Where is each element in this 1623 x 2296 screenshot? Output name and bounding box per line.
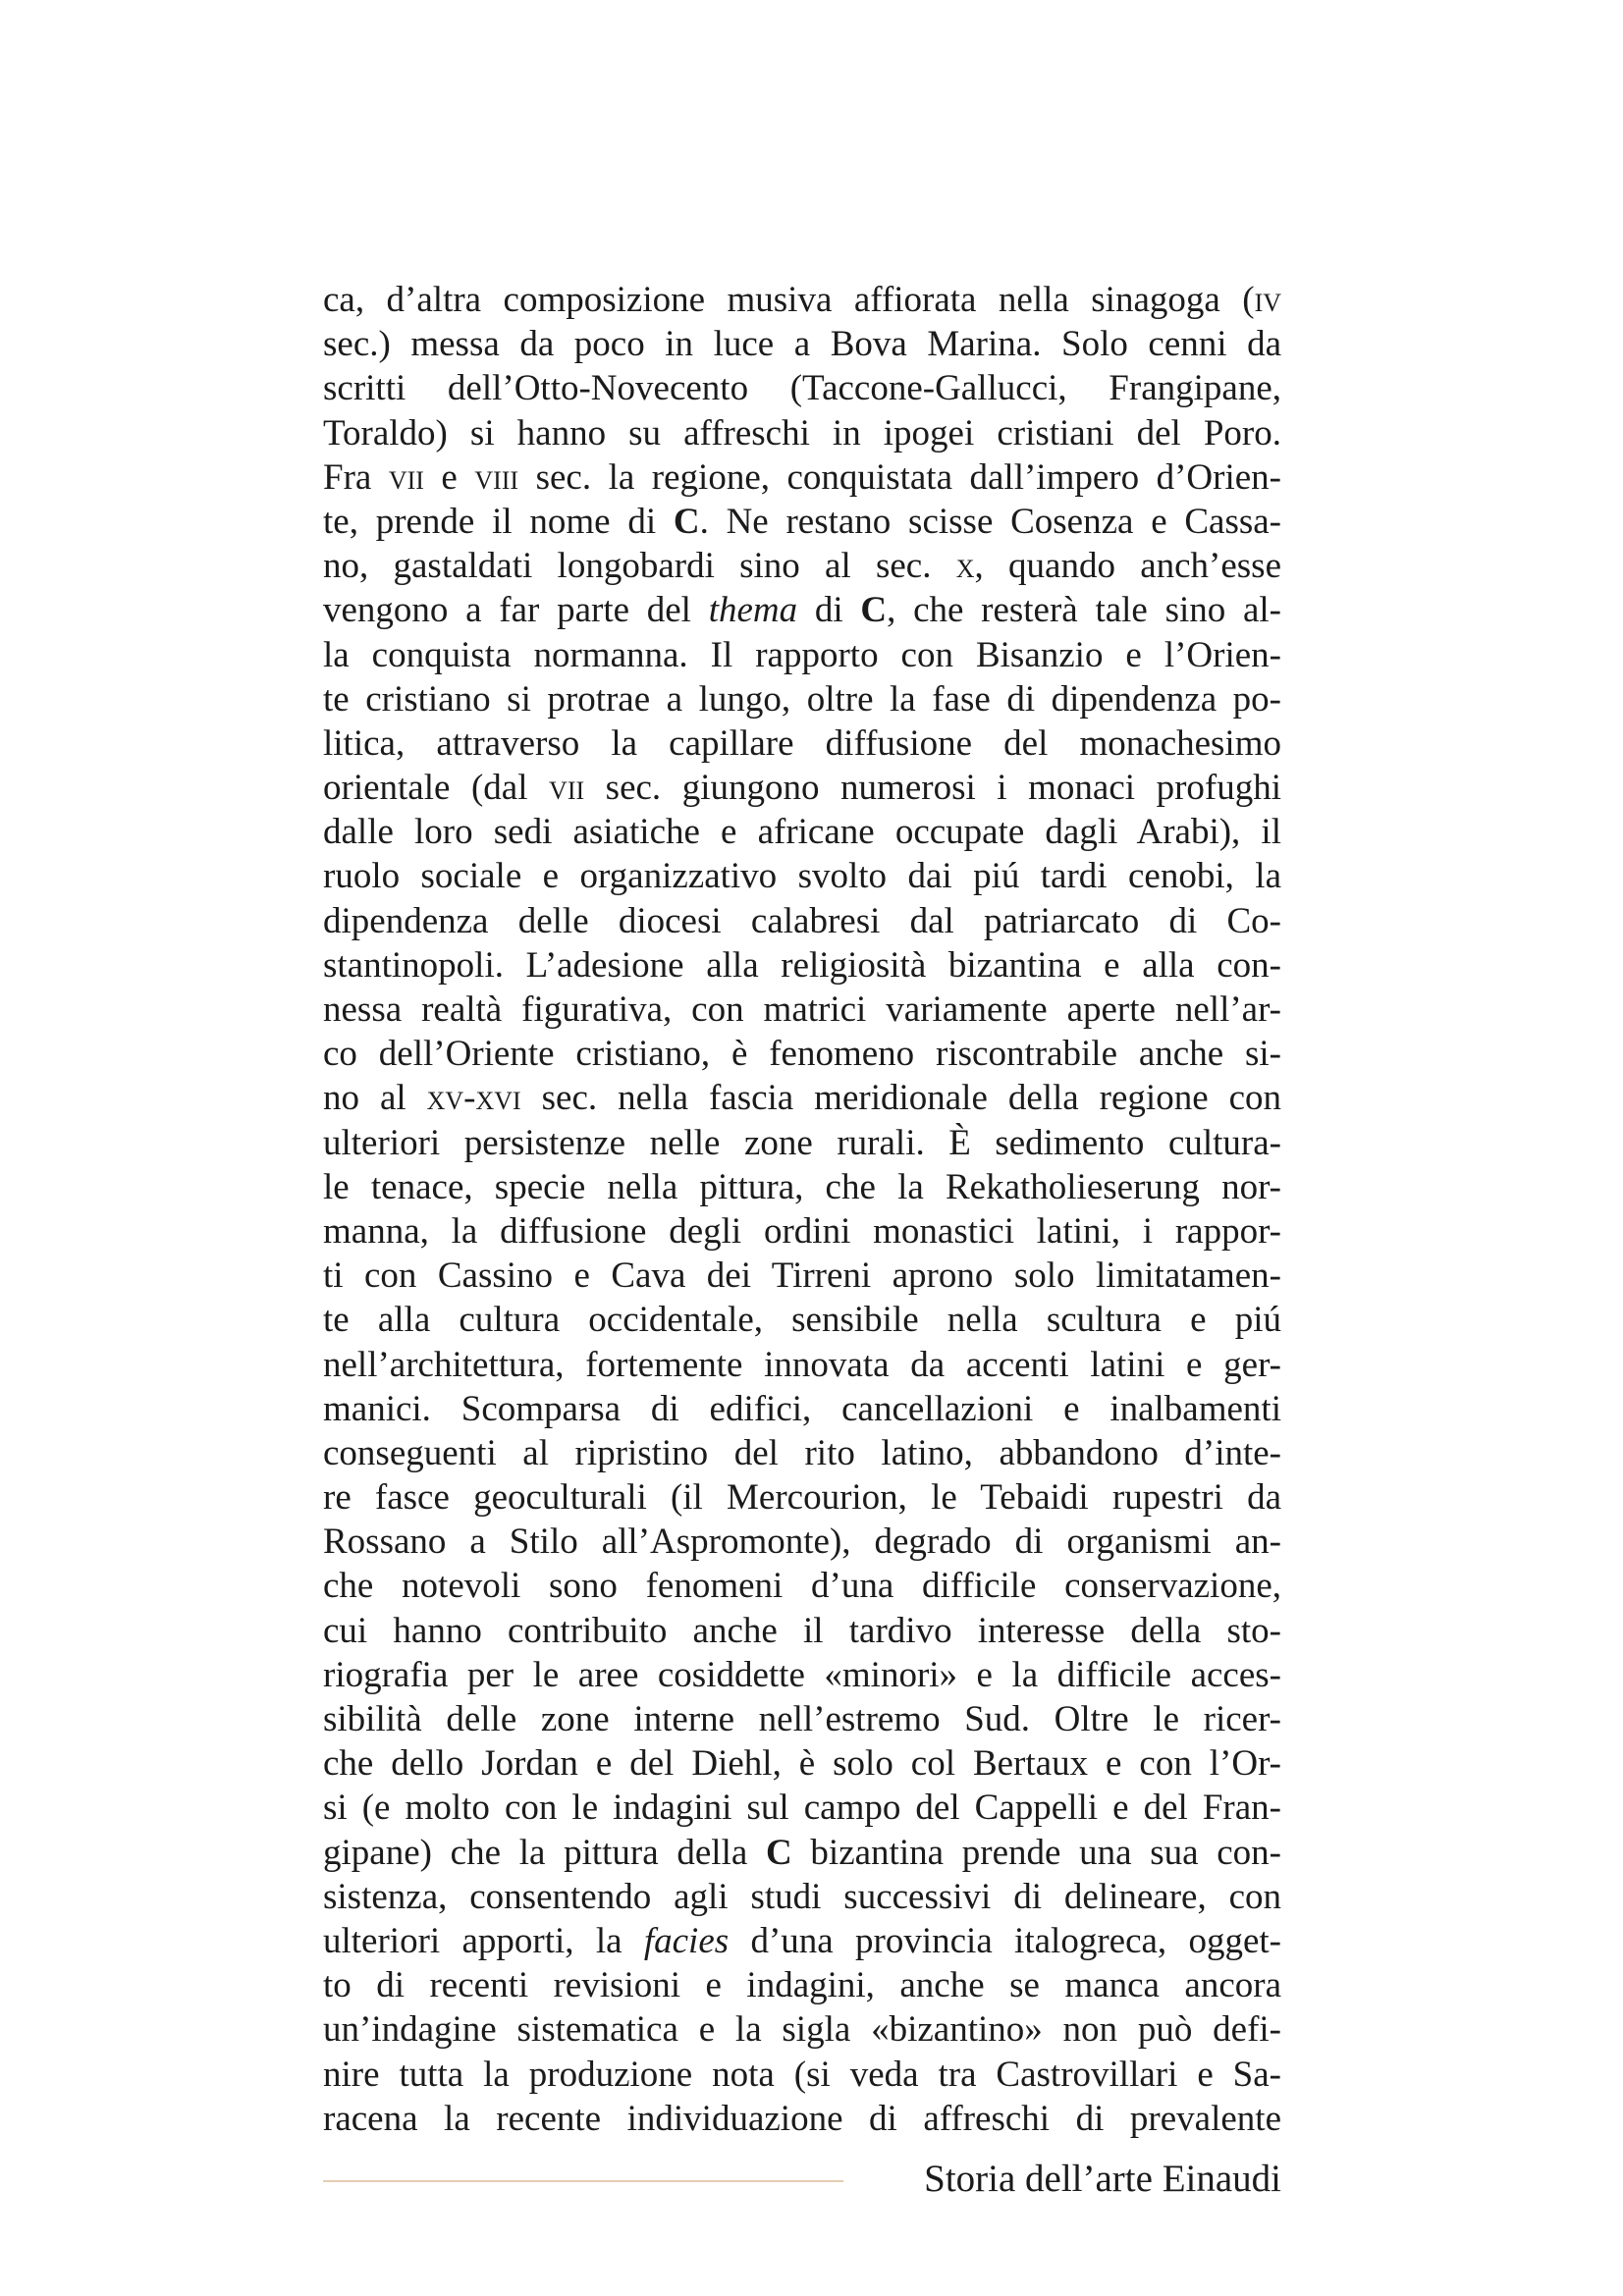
- text-line: [323, 278, 1281, 322]
- text-run: sec. nella fascia meridionale della regione con: [520, 1078, 1281, 1119]
- text-run: manici. Scomparsa di edifici, cancellazioni e inalbamenti: [323, 1388, 1281, 1429]
- text-run: litica, attraverso la capillare diffusione del monachesimo: [323, 722, 1281, 764]
- text-line: [323, 1165, 1281, 1209]
- text-line: [323, 1076, 1281, 1120]
- text-line: [323, 1209, 1281, 1254]
- text-run: sistenza, consentendo agli studi successivi di delineare, con: [323, 1876, 1281, 1917]
- text-run: dalle loro sedi asiatiche e africane occupate dagli Arabi), il: [323, 812, 1281, 853]
- text-line: [323, 1653, 1281, 1697]
- text-run: che dello Jordan e del Diehl, è solo col Bertaux e con l’Or-: [323, 1743, 1281, 1785]
- bold-run: C: [673, 501, 700, 542]
- bold-run: C: [766, 1832, 792, 1873]
- text-run: orientale (dal: [323, 768, 550, 809]
- text-line: [323, 455, 1281, 500]
- text-run: sibilità delle zone interne nell’estremo Sud. Oltre le ricer-: [323, 1699, 1281, 1739]
- text-run: stantinopoli. L’adesione alla religiosità bizantina e alla con-: [323, 944, 1281, 986]
- text-line: [323, 322, 1281, 366]
- text-run: bizantina prende una sua con-: [791, 1832, 1282, 1873]
- text-run: gipane) che la pittura della: [323, 1832, 766, 1873]
- small-caps-run: vii: [388, 456, 424, 498]
- text-line: [323, 1387, 1281, 1431]
- text-line: [323, 1786, 1281, 1830]
- text-line: [323, 1343, 1281, 1387]
- text-run: , che resterà tale sino al-: [887, 590, 1282, 631]
- body-text: [323, 278, 1281, 2141]
- bold-run: C: [860, 590, 888, 631]
- text-run: ti con Cassino e Cava dei Tirreni aprono solo limitatamen-: [323, 1255, 1281, 1297]
- text-run: to di recenti revisioni e indagini, anche se manca ancora: [323, 1965, 1281, 2006]
- text-run: no al: [323, 1078, 427, 1119]
- text-run: d’una provincia italogreca, ogget-: [729, 1920, 1281, 1961]
- text-run: racena la recente individuazione di affreschi di prevalente: [323, 2098, 1281, 2139]
- text-line: [323, 500, 1281, 544]
- small-caps-run: viii: [474, 456, 519, 498]
- text-line: [323, 943, 1281, 988]
- footer-title: Storia dell’arte Einaudi: [924, 2158, 1281, 2200]
- text-line: [323, 1564, 1281, 1608]
- text-run: cui hanno contribuito anche il tardivo interesse della sto-: [323, 1610, 1281, 1651]
- text-run: nessa realtà figurativa, con matrici variamente aperte nell’ar-: [323, 989, 1281, 1030]
- text-run: ulteriori apporti, la: [323, 1920, 644, 1961]
- italic-run: thema: [708, 590, 798, 631]
- text-run: nell’architettura, fortemente innovata da accenti latini e ger-: [323, 1344, 1281, 1385]
- small-caps-run: iv: [1254, 280, 1281, 320]
- small-caps-run: vii: [549, 768, 585, 809]
- text-line: [323, 1697, 1281, 1741]
- text-line: [323, 854, 1281, 898]
- text-run: sec. la regione, conquistata dall’impero d’Orien-: [518, 456, 1281, 498]
- text-line: [323, 899, 1281, 943]
- text-line: [323, 1919, 1281, 1963]
- text-line: [323, 1963, 1281, 2007]
- text-run: la conquista normanna. Il rapporto con Bisanzio e l’Orien-: [323, 634, 1281, 675]
- text-line: [323, 1475, 1281, 1520]
- text-line: [323, 721, 1281, 766]
- text-line: [323, 633, 1281, 677]
- footer-rule: [323, 2180, 843, 2182]
- text-run: ulteriori persistenze nelle zone rurali. È sedimento cultura-: [323, 1122, 1281, 1163]
- text-run: no, gastaldati longobardi sino al sec.: [323, 546, 956, 587]
- small-caps-run: x: [955, 546, 975, 587]
- text-line: [323, 810, 1281, 854]
- text-line: [323, 411, 1281, 455]
- text-line: [323, 988, 1281, 1032]
- text-run: un’indagine sistematica e la sigla «bizantino» non può defi-: [323, 2009, 1281, 2051]
- text-run: manna, la diffusione degli ordini monastici latini, i rappor-: [323, 1210, 1281, 1252]
- text-run: sec.) messa da poco in luce a Bova Marina. Solo cenni da: [323, 324, 1281, 365]
- text-run: . Ne restano scisse Cosenza e Cassa-: [699, 501, 1281, 542]
- text-line: [323, 677, 1281, 721]
- text-line: [323, 766, 1281, 810]
- text-run: co dell’Oriente cristiano, è fenomeno riscontrabile anche si-: [323, 1034, 1281, 1075]
- text-run: , quando anch’esse: [974, 546, 1282, 587]
- text-line: [323, 1032, 1281, 1076]
- text-line: [323, 544, 1281, 588]
- text-line: [323, 1520, 1281, 1564]
- text-run: te alla cultura occidentale, sensibile nella scultura e piú: [323, 1300, 1281, 1341]
- text-line: [323, 1875, 1281, 1919]
- text-run: te cristiano si protrae a lungo, oltre la fase di dipendenza po-: [323, 678, 1281, 720]
- text-run: ca, d’altra composizione musiva affiorata nella sinagoga (: [323, 280, 1255, 320]
- text-line: [323, 1254, 1281, 1298]
- text-run: Fra: [323, 456, 389, 498]
- italic-run: facies: [643, 1920, 730, 1961]
- text-run: nire tutta la produzione nota (si veda tra Castrovillari e Sa-: [323, 2054, 1281, 2095]
- text-line: [323, 1741, 1281, 1786]
- text-run: te, prende il nome di: [323, 501, 674, 542]
- text-run: sec. giungono numerosi i monaci profughi: [584, 768, 1281, 809]
- text-run: re fasce geoculturali (il Mercourion, le Tebaidi rupestri da: [323, 1477, 1281, 1519]
- text-run: scritti dell’Otto-Novecento (Taccone-Gallucci, Frangipane,: [323, 368, 1281, 409]
- text-line: [323, 1121, 1281, 1165]
- text-line: [323, 2053, 1281, 2097]
- text-line: [323, 1298, 1281, 1342]
- text-run: vengono a far parte del: [323, 590, 709, 631]
- text-line: [323, 588, 1281, 632]
- text-line: [323, 366, 1281, 410]
- text-line: [323, 1609, 1281, 1653]
- text-run: Rossano a Stilo all’Aspromonte), degrado di organismi an-: [323, 1522, 1281, 1563]
- text-run: e: [423, 456, 475, 498]
- text-run: dipendenza delle diocesi calabresi dal patriarcato di Co-: [323, 900, 1281, 941]
- text-run: conseguenti al ripristino del rito latino, abbandono d’inte-: [323, 1432, 1281, 1473]
- text-run: le tenace, specie nella pittura, che la Rekatholieserung nor-: [323, 1166, 1281, 1207]
- text-run: ruolo sociale e organizzativo svolto dai piú tardi cenobi, la: [323, 856, 1281, 897]
- text-line: [323, 1431, 1281, 1475]
- text-run: Toraldo) si hanno su affreschi in ipogei cristiani del Poro.: [323, 412, 1281, 454]
- text-run: riografia per le aree cosiddette «minori» e la difficile acces-: [323, 1654, 1281, 1695]
- text-line: [323, 2097, 1281, 2141]
- text-run: di: [797, 590, 861, 631]
- text-run: che notevoli sono fenomeni d’una difficile conservazione,: [323, 1566, 1281, 1607]
- text-line: [323, 1831, 1281, 1875]
- text-line: [323, 2007, 1281, 2052]
- text-run: si (e molto con le indagini sul campo del Cappelli e del Fran-: [323, 1788, 1281, 1829]
- small-caps-run: xv-xvi: [426, 1078, 521, 1119]
